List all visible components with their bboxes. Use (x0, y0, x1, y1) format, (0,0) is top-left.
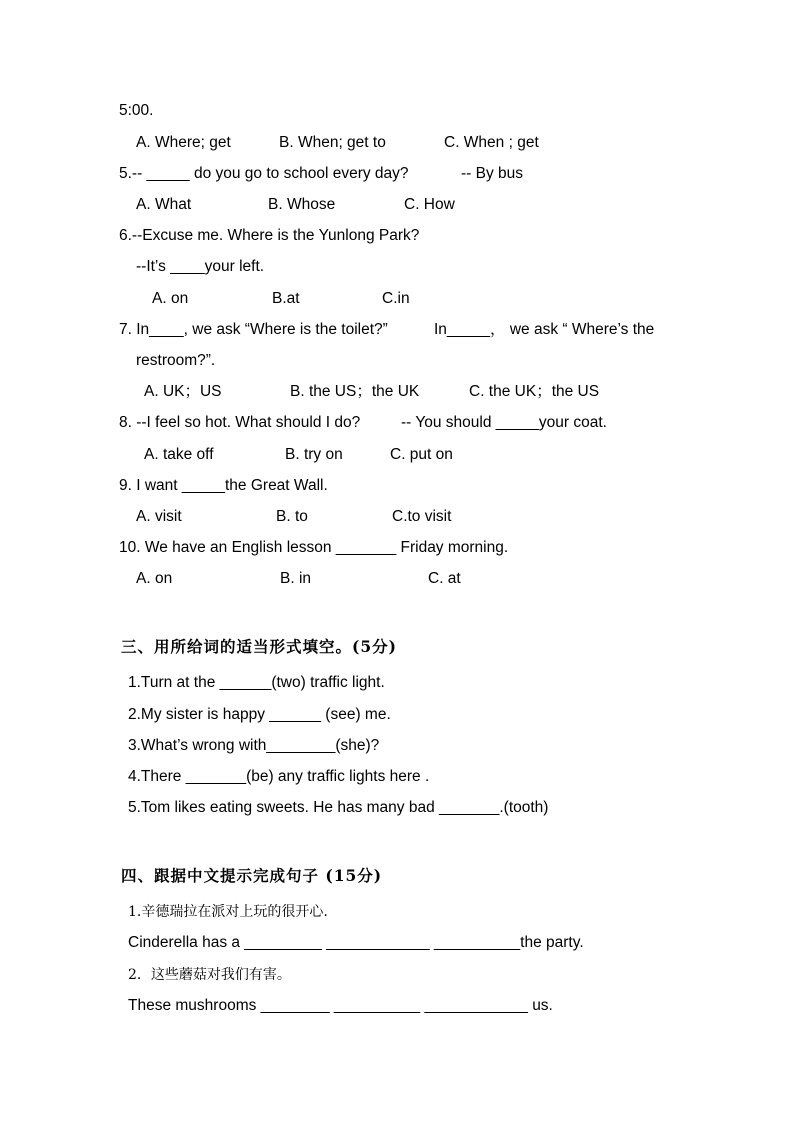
q7-option-b: B. the US；the UK (290, 383, 420, 400)
q9-question: 9. I want _____the Great Wall. (119, 477, 328, 494)
q4-option-c: C. When ; get (444, 134, 539, 151)
q4-option-b: B. When; get to (279, 134, 386, 151)
q6-option-b: B.at (272, 290, 300, 307)
q10-question: 10. We have an English lesson _______ Friday morning. (119, 539, 509, 556)
q8-option-a: A. take off (144, 446, 214, 463)
part3-item-3: 3.What’s wrong with________(she)? (128, 737, 380, 754)
q4-option-a: A. Where; get (136, 134, 231, 151)
q4-continued-text: 5:00. (119, 102, 154, 119)
q10-option-c: C. at (428, 570, 461, 587)
part3-item-5: 5.Tom likes eating sweets. He has many bad _______.(tooth) (128, 799, 549, 816)
q9-option-c: C.to visit (392, 508, 452, 525)
part3-item-4: 4.There _______(be) any traffic lights here . (128, 768, 430, 785)
q5-answer-hint: -- By bus (461, 165, 524, 182)
part4-heading: 四、跟据中文提示完成句子 (15分) (121, 866, 383, 885)
q9-option-b: B. to (276, 508, 308, 525)
q7-option-c: C. the UK；the US (469, 383, 600, 400)
q6-response: --It’s ____your left. (136, 258, 265, 275)
part4-q2-chinese: 2．这些蘑菇对我们有害。 (128, 967, 291, 983)
q6-option-c: C.in (382, 290, 410, 307)
q9-option-a: A. visit (136, 508, 182, 525)
q7-question-part2: In_____， we ask “ Where’s the (434, 321, 655, 338)
q5-option-a: A. What (136, 196, 192, 213)
q6-option-a: A. on (152, 290, 189, 307)
q10-option-a: A. on (136, 570, 173, 587)
q6-question: 6.--Excuse me. Where is the Yunlong Park? (119, 227, 420, 244)
part4-q2-english: These mushrooms ________ __________ ____________ us. (128, 997, 553, 1014)
q8-option-b: B. try on (285, 446, 343, 463)
part3-heading: 三、用所给词的适当形式填空。(5分) (121, 637, 397, 656)
q8-option-c: C. put on (390, 446, 453, 463)
q8-response: -- You should _____your coat. (401, 414, 607, 431)
q8-question: 8. --I feel so hot. What should I do? (119, 414, 361, 431)
part3-item-1: 1.Turn at the ______(two) traffic light. (128, 674, 385, 691)
q10-option-b: B. in (280, 570, 312, 587)
q5-question: 5.-- _____ do you go to school every day? (119, 165, 409, 182)
q5-option-c: C. How (404, 196, 455, 213)
part4-q1-english: Cinderella has a _________ ____________ __________the party. (128, 934, 584, 951)
part3-item-2: 2.My sister is happy ______ (see) me. (128, 706, 391, 723)
q7-question-part3: restroom?”. (136, 352, 216, 369)
q7-option-a: A. UK；US (144, 383, 222, 400)
q7-question-part1: 7. In____, we ask “Where is the toilet?” (119, 321, 388, 338)
q5-option-b: B. Whose (268, 196, 336, 213)
part4-q1-chinese: 1.辛德瑞拉在派对上玩的很开心. (128, 904, 328, 920)
